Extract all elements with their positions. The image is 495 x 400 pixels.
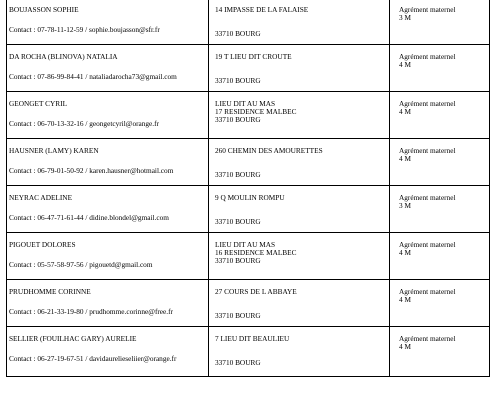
address-line: 27 COURS DE L ABBAYE: [215, 287, 297, 296]
address-line: LIEU DIT AU MAS: [215, 240, 276, 249]
person-name: NEYRAC ADELINE: [9, 193, 73, 202]
agrement-cell: [390, 139, 490, 186]
agrement-cell: [390, 233, 490, 280]
contact-info: Contact : 05-57-58-97-56 / pigouetd@gmail.com: [9, 260, 153, 269]
address-cell: [209, 139, 390, 186]
address-cell: [209, 45, 390, 92]
agrement-capacity: 3 M: [399, 201, 411, 211]
address-cell: [209, 233, 390, 280]
postal-city: 33710 BOURG: [215, 76, 261, 85]
agrement-capacity: 4 M: [399, 154, 411, 164]
postal-city: 33710 BOURG: [215, 29, 261, 38]
table-row: [7, 233, 490, 280]
postal-city: 33710 BOURG: [215, 358, 261, 367]
postal-city: 33710 BOURG: [215, 217, 261, 226]
agrement-label: Agrément maternel: [399, 52, 456, 61]
person-cell: [7, 327, 209, 377]
agrement-capacity: 4 M: [399, 295, 411, 305]
address-line: 16 RESIDENCE MALBEC: [215, 248, 297, 258]
street-address: [215, 6, 308, 14]
address-cell: [209, 280, 390, 327]
street-address: [215, 147, 323, 155]
table-row: [7, 186, 490, 233]
agrement-cell: [390, 92, 490, 139]
street-address: [215, 335, 289, 343]
address-line: 19 T LIEU DIT CROUTE: [215, 52, 292, 61]
person-name: BOUJASSON SOPHIE: [9, 5, 79, 14]
address-line: 14 IMPASSE DE LA FALAISE: [215, 5, 309, 14]
agrement-capacity: 4 M: [399, 248, 411, 258]
person-cell: [7, 139, 209, 186]
person-name: GEONGET CYRIL: [9, 99, 68, 108]
contact-info: Contact : 06-47-71-61-44 / didine.blondel@gmail.com: [9, 213, 169, 222]
person-cell: [7, 186, 209, 233]
address-line: 7 LIEU DIT BEAULIEU: [215, 334, 290, 343]
person-cell: [7, 280, 209, 327]
contact-info: Contact : 06-70-13-32-16 / geongetcyril@orange.fr: [9, 119, 159, 128]
address-cell: [209, 0, 390, 45]
address-cell: [209, 186, 390, 233]
person-cell: [7, 92, 209, 139]
person-name: SELLIER (FOUILHAC GARY) AURELIE: [9, 334, 137, 343]
contact-info: Contact : 06-79-01-50-92 / karen.hausner@hotmail.com: [9, 166, 174, 175]
agrement-cell: [390, 327, 490, 377]
postal-city: 33710 BOURG: [215, 170, 261, 179]
person-cell: [7, 0, 209, 45]
table-row: [7, 45, 490, 92]
agrement-cell: [390, 0, 490, 45]
address-cell: [209, 327, 390, 377]
person-name: PRUDHOMME CORINNE: [9, 287, 91, 296]
address-line: LIEU DIT AU MAS: [215, 99, 276, 108]
agrement-cell: [390, 280, 490, 327]
agrement-capacity: 4 M: [399, 60, 411, 70]
street-address: [215, 194, 285, 202]
agrement-capacity: 4 M: [399, 107, 411, 117]
person-name: HAUSNER (LAMY) KAREN: [9, 146, 99, 155]
postal-city: 33710 BOURG: [215, 311, 261, 320]
table-row: [7, 327, 490, 377]
person-cell: [7, 45, 209, 92]
person-name: PIGOUET DOLORES: [9, 240, 76, 249]
table-row: [7, 280, 490, 327]
agrement-capacity: 3 M: [399, 13, 411, 23]
agrement-label: Agrément maternel: [399, 334, 456, 343]
address-line: 260 CHEMIN DES AMOURETTES: [215, 146, 323, 155]
address-cell: [209, 92, 390, 139]
street-address: [215, 100, 296, 116]
agrement-label: Agrément maternel: [399, 146, 456, 155]
agrement-label: Agrément maternel: [399, 240, 456, 249]
assistantes-maternelles-table: [6, 0, 490, 377]
street-address: [215, 288, 297, 296]
contact-info: Contact : 07-86-99-84-41 / nataliadarocha73@gmail.com: [9, 72, 177, 81]
agrement-cell: [390, 45, 490, 92]
table-body: [7, 0, 490, 377]
person-cell: [7, 233, 209, 280]
agrement-label: Agrément maternel: [399, 193, 456, 202]
agrement-label: Agrément maternel: [399, 5, 456, 14]
agrement-label: Agrément maternel: [399, 99, 456, 108]
street-address: [215, 241, 296, 257]
contact-info: Contact : 06-21-33-19-80 / prudhomme.corinne@free.fr: [9, 307, 173, 316]
table-row: [7, 139, 490, 186]
person-name: DA ROCHA (BLINOVA) NATALIA: [9, 52, 118, 61]
agrement-label: Agrément maternel: [399, 287, 456, 296]
contact-info: Contact : 07-78-11-12-59 / sophie.boujasson@sfr.fr: [9, 25, 160, 34]
address-line: 9 Q MOULIN ROMPU: [215, 193, 285, 202]
contact-info: Contact : 06-27-19-67-51 / davidaurelieseliier@orange.fr: [9, 354, 177, 363]
table-row: [7, 92, 490, 139]
address-line: 17 RESIDENCE MALBEC: [215, 107, 297, 117]
street-address: [215, 53, 292, 61]
postal-city: 33710 BOURG: [215, 256, 261, 266]
table-row: [7, 0, 490, 45]
agrement-capacity: 4 M: [399, 342, 411, 352]
postal-city: 33710 BOURG: [215, 115, 261, 125]
agrement-cell: [390, 186, 490, 233]
